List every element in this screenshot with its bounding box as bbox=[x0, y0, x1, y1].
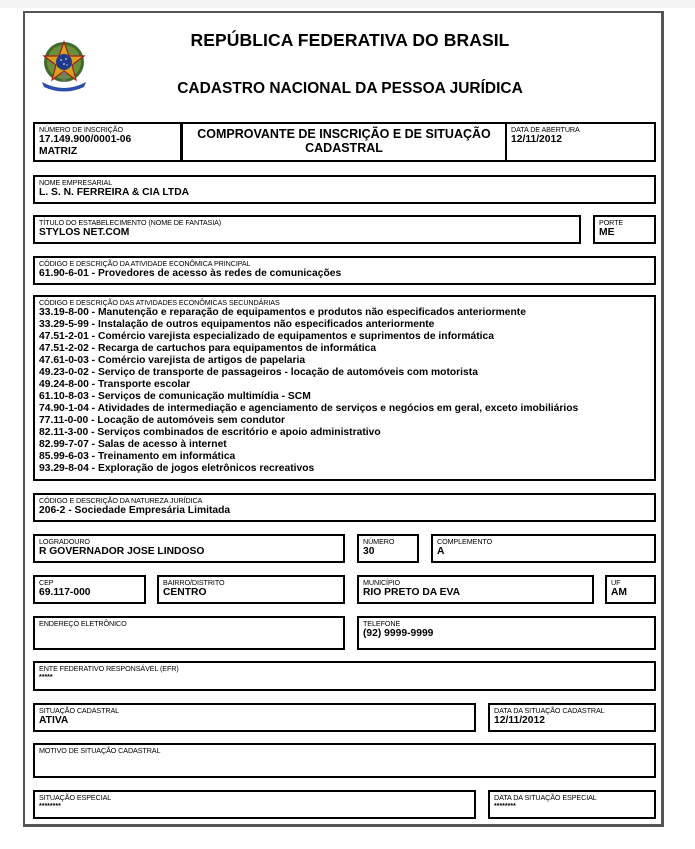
nome-empresarial-label: NOME EMPRESARIAL bbox=[39, 178, 113, 187]
atividade-secundaria-item: 77.11-0-00 - Locação de automóveis sem condutor bbox=[39, 415, 286, 426]
telefone-label: TELEFONE bbox=[363, 619, 401, 628]
matriz-value: MATRIZ bbox=[39, 146, 78, 157]
porte-box bbox=[593, 215, 656, 244]
situacao-cadastral-label: SITUAÇÃO CADASTRAL bbox=[39, 706, 120, 715]
data-situacao-cadastral-label: DATA DA SITUAÇÃO CADASTRAL bbox=[494, 706, 605, 715]
atividade-secundaria-item: 49.23-0-02 - Serviço de transporte de passageiros - locação de automóveis com motorista bbox=[39, 367, 478, 378]
brazil-coat-of-arms-icon bbox=[38, 38, 90, 94]
data-situacao-especial-box bbox=[488, 790, 656, 819]
efr-label: ENTE FEDERATIVO RESPONSÁVEL (EFR) bbox=[39, 664, 179, 673]
situacao-especial-box bbox=[33, 790, 476, 819]
country-heading: REPÚBLICA FEDERATIVA DO BRASIL bbox=[190, 30, 510, 50]
uf-label: UF bbox=[611, 578, 621, 587]
atividades-secundarias-label: CÓDIGO E DESCRIÇÃO DAS ATIVIDADES ECONÔMICAS SECUNDÁRIAS bbox=[39, 298, 280, 307]
viewer-top-bar bbox=[0, 0, 695, 8]
municipio-box bbox=[357, 575, 594, 604]
data-abertura-value: 12/11/2012 bbox=[511, 134, 562, 145]
bairro-value: CENTRO bbox=[163, 587, 207, 598]
atividade-secundaria-item: 47.51-2-01 - Comércio varejista especializado de equipamentos e suprimentos de informática bbox=[39, 331, 494, 342]
complemento-value: A bbox=[437, 546, 445, 557]
situacao-especial-label: SITUAÇÃO ESPECIAL bbox=[39, 793, 112, 802]
atividade-secundaria-item: 47.61-0-03 - Comércio varejista de artigos de papelaria bbox=[39, 355, 306, 366]
bairro-label: BAIRRO/DISTRITO bbox=[163, 578, 225, 587]
atividade-secundaria-item: 93.29-8-04 - Exploração de jogos eletrônicos recreativos bbox=[39, 463, 315, 474]
motivo-situacao-label: MOTIVO DE SITUAÇÃO CADASTRAL bbox=[39, 746, 161, 755]
nome-empresarial-box bbox=[33, 175, 656, 204]
complemento-label: COMPLEMENTO bbox=[437, 537, 493, 546]
atividade-secundaria-item: 49.24-8-00 - Transporte escolar bbox=[39, 379, 191, 390]
cep-label: CEP bbox=[39, 578, 54, 587]
registry-heading: CADASTRO NACIONAL DA PESSOA JURÍDICA bbox=[177, 80, 523, 97]
telefone-box bbox=[357, 616, 656, 650]
numero-value: 30 bbox=[363, 546, 375, 557]
data-situacao-especial-label: DATA DA SITUAÇÃO ESPECIAL bbox=[494, 793, 597, 802]
natureza-juridica-label: CÓDIGO E DESCRIÇÃO DA NATUREZA JURÍDICA bbox=[39, 496, 203, 505]
email-label: ENDEREÇO ELETRÔNICO bbox=[39, 619, 127, 628]
numero-inscricao-box bbox=[33, 122, 182, 162]
situacao-especial-value: ******** bbox=[39, 803, 61, 810]
atividade-secundaria-item: 33.19-8-00 - Manutenção e reparação de equipamentos e produtos não especificados anteriormente bbox=[39, 307, 526, 318]
numero-inscricao-label: NÚMERO DE INSCRIÇÃO bbox=[39, 125, 123, 134]
porte-label: PORTE bbox=[599, 218, 624, 227]
atividade-secundaria-item: 82.11-3-00 - Serviços combinados de escritório e apoio administrativo bbox=[39, 427, 381, 438]
atividade-secundaria-item: 61.10-8-03 - Serviços de comunicação multimídia - SCM bbox=[39, 391, 311, 402]
document-title: COMPROVANTE DE INSCRIÇÃO E DE SITUAÇÃO CADASTRAL bbox=[181, 122, 507, 162]
efr-value: ***** bbox=[39, 674, 53, 681]
atividades-secundarias-box bbox=[33, 295, 656, 481]
numero-label: NÚMERO bbox=[363, 537, 395, 546]
atividade-principal-value: 61.90-6-01 - Provedores de acesso às redes de comunicações bbox=[39, 268, 342, 279]
situacao-cadastral-value: ATIVA bbox=[39, 715, 69, 726]
telefone-value: (92) 9999-9999 bbox=[363, 628, 434, 639]
cep-value: 69.117-000 bbox=[39, 587, 91, 598]
atividade-secundaria-item: 82.99-7-07 - Salas de acesso à internet bbox=[39, 439, 227, 450]
motivo-situacao-box bbox=[33, 743, 656, 778]
porte-value: ME bbox=[599, 227, 615, 238]
atividade-secundaria-item: 47.51-2-02 - Recarga de cartuchos para equipamentos de informática bbox=[39, 343, 377, 354]
logradouro-box bbox=[33, 534, 345, 563]
email-box bbox=[33, 616, 345, 650]
atividade-principal-label: CÓDIGO E DESCRIÇÃO DA ATIVIDADE ECONÔMICA PRINCIPAL bbox=[39, 259, 251, 268]
atividade-secundaria-item: 33.29-5-99 - Instalação de outros equipamentos não especificados anteriormente bbox=[39, 319, 435, 330]
nome-fantasia-label: TÍTULO DO ESTABELECIMENTO (NOME DE FANTASIA) bbox=[39, 218, 222, 227]
atividade-secundaria-item: 74.90-1-04 - Atividades de intermediação e agenciamento de serviços e negócios em geral, exceto imobiliários bbox=[39, 403, 579, 414]
nome-fantasia-box bbox=[33, 215, 581, 244]
nome-fantasia-value: STYLOS NET.COM bbox=[39, 227, 130, 238]
municipio-value: RIO PRETO DA EVA bbox=[363, 587, 461, 598]
nome-empresarial-value: L. S. N. FERREIRA & CIA LTDA bbox=[39, 187, 190, 198]
data-situacao-especial-value: ******** bbox=[494, 803, 516, 810]
municipio-label: MUNICÍPIO bbox=[363, 578, 401, 587]
bairro-box bbox=[157, 575, 345, 604]
data-situacao-cadastral-box bbox=[488, 703, 656, 732]
cep-box bbox=[33, 575, 146, 604]
logradouro-label: LOGRADOURO bbox=[39, 537, 90, 546]
data-situacao-cadastral-value: 12/11/2012 bbox=[494, 715, 545, 726]
logradouro-value: R GOVERNADOR JOSE LINDOSO bbox=[39, 546, 205, 557]
uf-value: AM bbox=[611, 587, 628, 598]
natureza-juridica-value: 206-2 - Sociedade Empresária Limitada bbox=[39, 505, 231, 516]
situacao-cadastral-box bbox=[33, 703, 476, 732]
uf-box bbox=[605, 575, 656, 604]
natureza-juridica-box bbox=[33, 493, 656, 522]
efr-box bbox=[33, 661, 656, 691]
numero-box bbox=[357, 534, 419, 563]
data-abertura-box bbox=[505, 122, 656, 162]
atividade-principal-box bbox=[33, 256, 656, 285]
numero-inscricao-value: 17.149.900/0001-06 bbox=[39, 134, 132, 145]
complemento-box bbox=[431, 534, 656, 563]
data-abertura-label: DATA DE ABERTURA bbox=[511, 125, 580, 134]
atividade-secundaria-item: 85.99-6-03 - Treinamento em informática bbox=[39, 451, 236, 462]
